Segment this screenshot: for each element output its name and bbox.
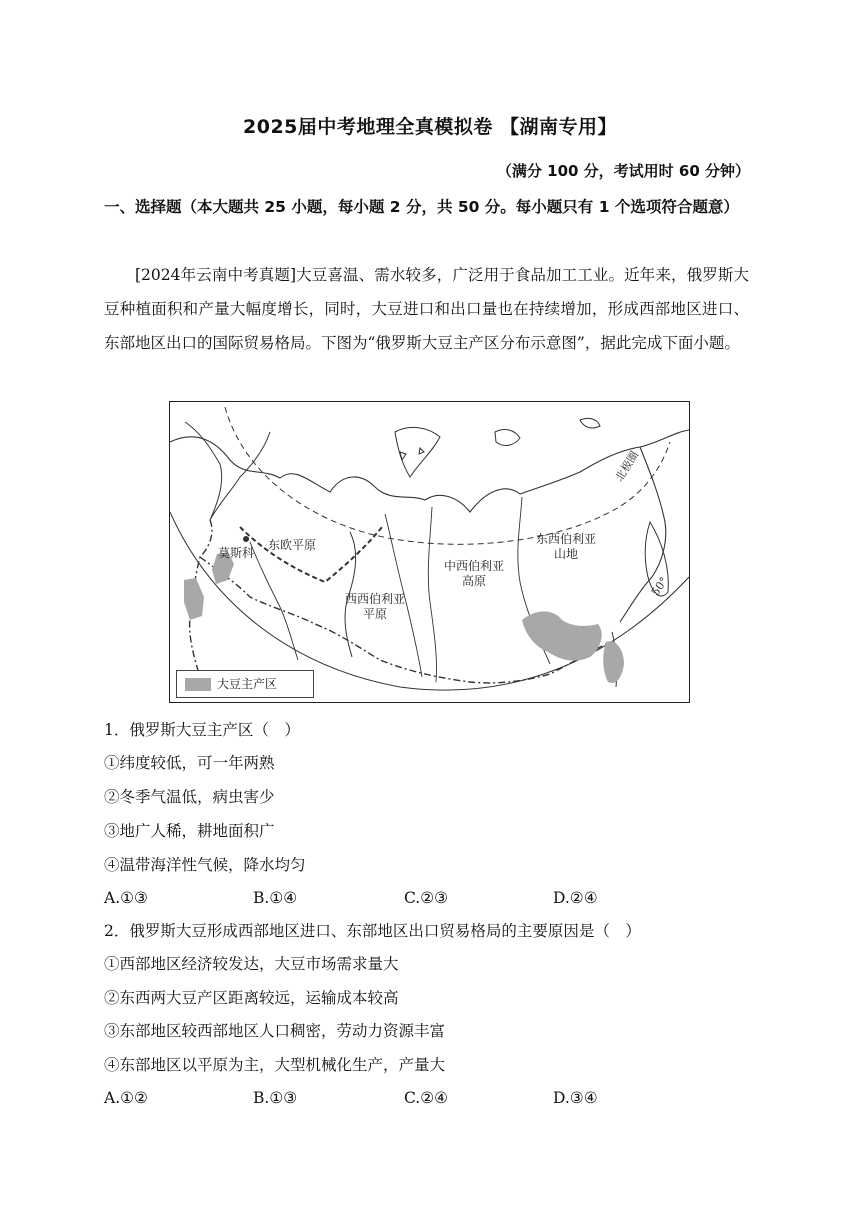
exam-meta: （满分 100 分，考试用时 60 分钟） (496, 162, 750, 180)
map-label-moscow: 莫斯科 (218, 546, 255, 560)
map-legend (176, 670, 314, 698)
soy-region-east-2 (603, 641, 624, 683)
question-2-option-a[interactable]: A.①② (104, 1089, 148, 1107)
question-2-option-c[interactable]: C.②④ (404, 1089, 449, 1107)
river-volga (250, 542, 298, 660)
arctic-coastline (170, 430, 689, 512)
question-2-option-d[interactable]: D.③④ (553, 1089, 598, 1107)
river-yenisei (428, 507, 436, 682)
question-1-item: ③地广人稀，耕地面积广 (104, 822, 275, 840)
map-label-east-siberia: 东西伯利亚 山地 (536, 532, 597, 561)
map-label-lat-50: 50° (648, 574, 671, 599)
map-label-central-siberia: 中西伯利亚 高原 (444, 559, 505, 588)
small-islands (400, 418, 600, 460)
question-2-item: ④东部地区以平原为主，大型机械化生产，产量大 (104, 1056, 446, 1074)
railway-line (240, 527, 382, 582)
question-1-item: ④温带海洋性气候，降水均匀 (104, 856, 306, 874)
severnaya-zemlya (495, 430, 520, 446)
page-title: 2025届中考地理全真模拟卷 【湖南专用】 (243, 116, 617, 138)
question-1-option-b[interactable]: B.①④ (253, 889, 298, 907)
question-2-option-b[interactable]: B.①③ (253, 1089, 298, 1107)
arctic-circle-line (225, 407, 670, 544)
question-2-stem: 2．俄罗斯大豆形成西部地区进口、东部地区出口贸易格局的主要原因是（ ） (104, 922, 641, 940)
moscow-marker (243, 536, 249, 542)
russia-soybean-map (169, 401, 690, 703)
question-1-option-c[interactable]: C.②③ (404, 889, 449, 907)
map-label-east-europe: 东欧平原 (268, 538, 317, 552)
section-heading: 一、选择题（本大题共 25 小题，每小题 2 分，共 50 分。每小题只有 1 个选项符合题意） (104, 198, 739, 216)
legend-swatch (185, 678, 211, 691)
map-label-arctic-circle: 北极圈 (612, 448, 642, 484)
question-1-item: ②冬季气温低，病虫害少 (104, 788, 275, 806)
question-2-item: ①西部地区经济较发达，大豆市场需求量大 (104, 955, 399, 973)
question-2-item: ②东西两大豆产区距离较远，运输成本较高 (104, 989, 399, 1007)
question-1-option-d[interactable]: D.②④ (553, 889, 598, 907)
soy-region-west-2 (184, 578, 204, 620)
map-label-west-siberia: 西西伯利亚 平原 (345, 592, 406, 621)
intro-paragraph: [2024年云南中考真题]大豆喜温、需水较多，广泛用于食品加工工业。近年来，俄罗斯大豆种植面积和产量大幅度增长，同时，大豆进口和出口量也在持续增加，形成西部地区进口、东部地区出口的国际贸易格局。下图为“俄罗斯大豆主产区分布示意图”，据此完成下面小题。 (104, 266, 749, 352)
soy-region-east-1 (522, 611, 602, 660)
question-1-option-a[interactable]: A.①③ (104, 889, 148, 907)
question-1-item: ①纬度较低，可一年两熟 (104, 754, 275, 772)
legend-label: 大豆主产区 (217, 677, 278, 691)
question-2-item: ③东部地区较西部地区人口稠密，劳动力资源丰富 (104, 1022, 446, 1040)
question-1-stem: 1．俄罗斯大豆主产区（ ） (104, 721, 300, 739)
